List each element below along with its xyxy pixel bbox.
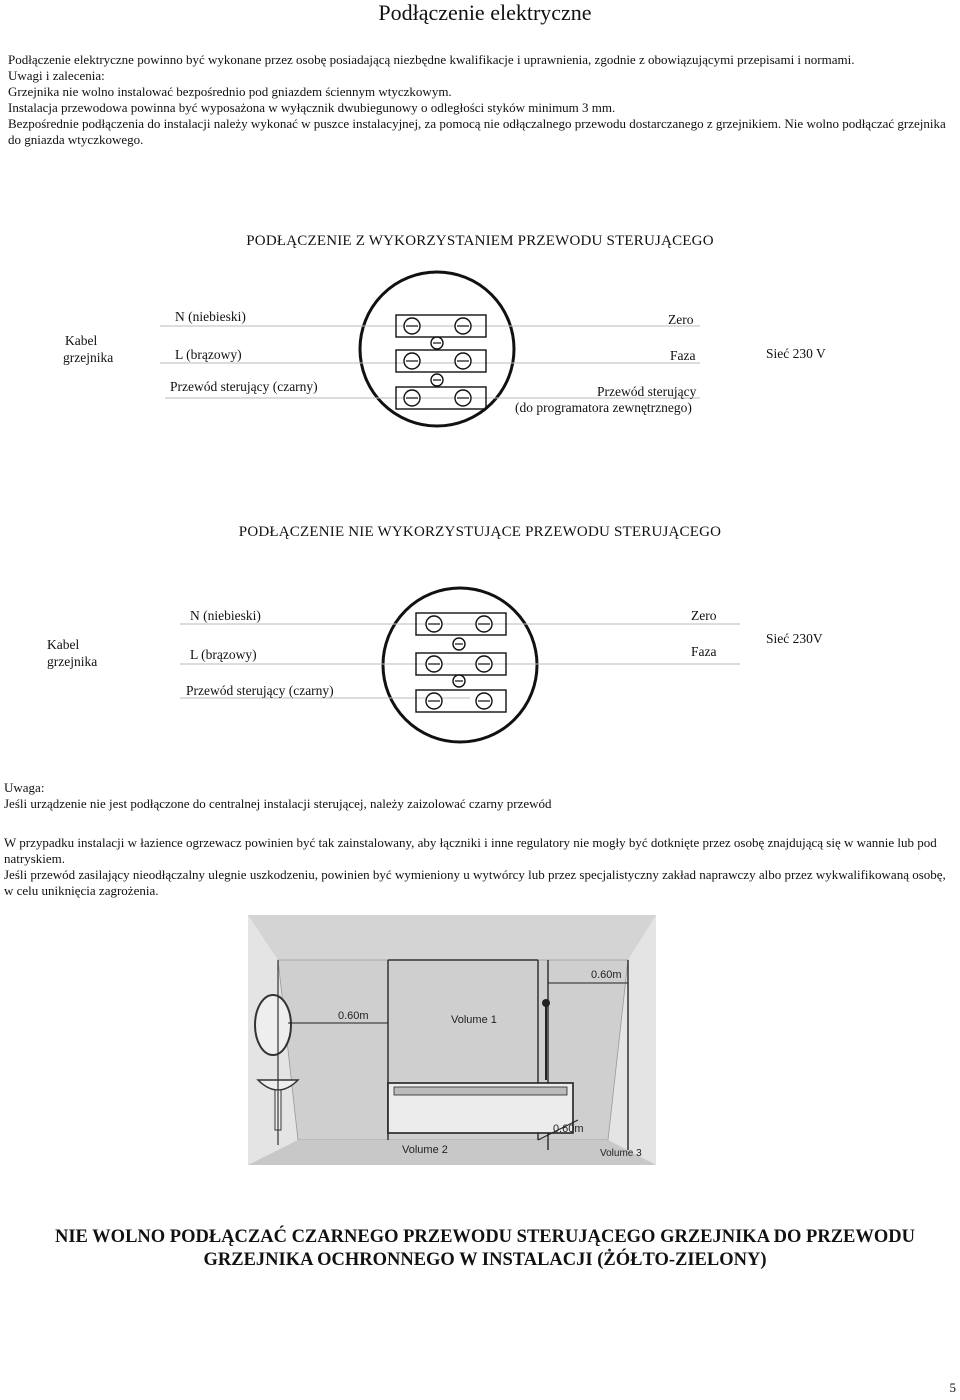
cable-label-line1: Kabel [65,333,98,348]
terminal-diagram-with-control [0,270,960,470]
dim-left-label: 0.60m [338,1010,369,1022]
control-wire-label: Przewód sterujący (czarny) [186,683,334,698]
network-label: Sieć 230V [766,631,823,646]
intro-text [8,52,952,148]
warning-line: GRZEJNIKA OCHRONNEGO W INSTALACJI (ŻÓŁTO-ZIELONY) [203,1250,767,1270]
intro-paragraph: Bezpośrednie podłączenia do instalacji należy wykonać w puszce instalacyjnej, za pomocą nie odłączalnego przewodu dostarczanego z grzejnikiem. Nie wolno podłączać grzejnika do gniazda wtyczkowego. [8,116,946,147]
n-wire-label: N (niebieski) [175,309,246,324]
control-out-label-line2: (do programatora zewnętrznego) [515,400,692,415]
diagram1-heading: PODŁĄCZENIE Z WYKORZYSTANIEM PRZEWODU STERUJĄCEGO [246,233,714,249]
network-label: Sieć 230 V [766,346,826,361]
n-wire-label: N (niebieski) [190,608,261,623]
dim-bottom-label: 0.60m [553,1123,584,1135]
warning-line: NIE WOLNO PODŁĄCZAĆ CZARNEGO PRZEWODU STERUJĄCEGO GRZEJNIKA DO PRZEWODU [54,1227,915,1247]
zero-label: Zero [691,608,717,623]
intro-paragraph: Podłączenie elektryczne powinno być wykonane przez osobę posiadającą niezbędne kwalifikacje i uprawnienia, zgodnie z obowiązującymi przepisami i normami. [8,52,855,67]
note-block [4,780,950,812]
note-label: Uwaga: [4,780,45,795]
cable-label-line2: grzejnika [47,654,98,669]
faza-label: Faza [670,348,696,363]
volume3-label: Volume 3 [600,1148,642,1159]
control-wire-label: Przewód sterujący (czarny) [170,379,318,394]
bathroom-paragraph: W przypadku instalacji w łazience ogrzewacz powinien być tak zainstalowany, aby łączniki i inne regulatory nie mogły być dotknięte przez osobę znajdującą się w wannie lub pod natryskiem. [4,835,937,866]
bathroom-zones-figure [248,915,656,1165]
cable-label-line1: Kabel [47,637,80,652]
faza-label: Faza [691,644,717,659]
diagram2-heading: PODŁĄCZENIE NIE WYKORZYSTUJĄCE PRZEWODU STERUJĄCEGO [238,524,722,540]
page-title: Podłączenie elektryczne [378,0,592,25]
bathroom-text [4,835,950,899]
dim-right-label: 0.60m [591,969,622,981]
intro-paragraph: Uwagi i zalecenia: [8,68,105,83]
volume1-label: Volume 1 [451,1014,497,1026]
intro-paragraph: Instalacja przewodowa powinna być wyposażona w wyłącznik dwubiegunowy o odległości styków minimum 3 mm. [8,100,616,115]
note-line: Jeśli urządzenie nie jest podłączone do centralnej instalacji sterującej, należy zaizolować czarny przewód [4,796,552,811]
l-wire-label: L (brązowy) [190,647,257,662]
volume2-label: Volume 2 [402,1144,448,1156]
control-out-label-line1: Przewód sterujący [597,384,697,399]
zero-label: Zero [668,312,694,327]
warning-text [0,1226,960,1272]
bathroom-paragraph: Jeśli przewód zasilający nieodłączalny ulegnie uszkodzeniu, powinien być wymieniony u wytwórcy lub przez specjalistyczny zakład naprawczy albo przez wykwalifikowaną osobę, w celu uniknięcia zagrożenia. [4,867,946,898]
page-number: 5 [949,1380,956,1395]
cable-label-line2: grzejnika [63,350,114,365]
l-wire-label: L (brązowy) [175,347,242,362]
terminal-diagram-without-control [0,580,960,750]
intro-paragraph: Grzejnika nie wolno instalować bezpośrednio pod gniazdem ściennym wtyczkowym. [8,84,452,99]
